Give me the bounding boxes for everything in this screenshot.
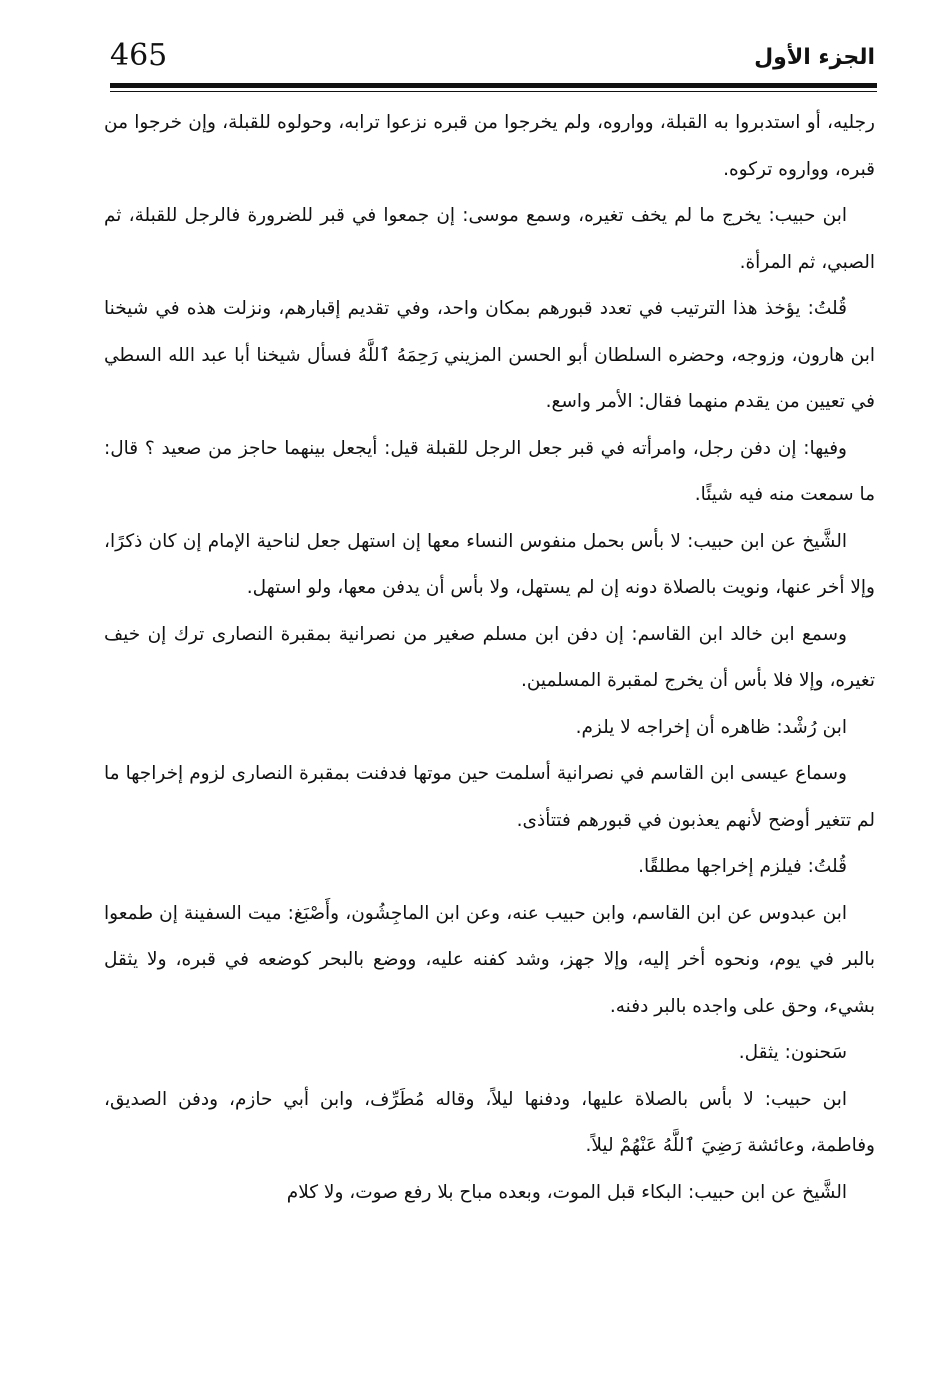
header-rule-thin <box>110 91 877 92</box>
paragraph: قُلتُ: فيلزم إخراجها مطلقًا. <box>638 856 847 877</box>
paragraph: ابن عبدوس عن ابن القاسم، وابن حبيب عنه، وعن ابن الماجِشُون، وأَصْبَغ: ميت السفينة إن طمعوا بالبر في يوم، ونحوه أخر إليه، وإلا جهز، وشد كفنه عليه، ووضع بالبحر كوضعه في قبره، ولا يثقل بشيء، وحق على واجده بالبر دفنه. <box>104 902 875 1017</box>
body-text <box>104 100 875 1216</box>
paragraph: وفيها: إن دفن رجل، وامرأته في قبر جعل الرجل للقبلة قيل: أيجعل بينهما حاجز من صعيد ؟ قال: ما سمعت منه فيه شيئًا. <box>104 437 875 505</box>
paragraph: وسمع ابن خالد ابن القاسم: إن دفن ابن مسلم صغير من نصرانية بمقبرة النصارى ترك إن خيف تغيره، وإلا فلا بأس أن يخرج لمقبرة المسلمين. <box>104 623 875 691</box>
paragraph: ابن حبيب: يخرج ما لم يخف تغيره، وسمع موسى: إن جمعوا في قبر للضرورة فالرجل للقبلة، ثم الصبي، ثم المرأة. <box>104 205 875 273</box>
paragraph: قُلتُ: يؤخذ هذا الترتيب في تعدد قبورهم بمكان واحد، وفي تقديم إقبارهم، ونزلت هذه في شيخنا ابن هارون، وزوجه، وحضره السلطان أبو الحسن المزيني رَحِمَهُ ٱللَّهُ فسأل شيخنا أبا عبد الله السطي في تعيين من يقدم منهما فقال: الأمر واسع. <box>104 298 875 412</box>
paragraph: سَحنون: يثقل. <box>738 1042 847 1063</box>
header-rule-thick <box>110 83 877 88</box>
paragraph: ابن حبيب: لا بأس بالصلاة عليها، ودفنها ليلاً، وقاله مُطَرِّف، وابن أبي حازم، ودفن الصديق، وفاطمة، وعائشة رَضِيَ ٱللَّهُ عَنْهُمْ ليلاً. <box>104 1088 875 1156</box>
paragraph: ابن رُشْد: ظاهره أن إخراجه لا يلزم. <box>575 716 847 738</box>
paragraph: وسماع عيسى ابن القاسم في نصرانية أسلمت حين موتها فدفنت بمقبرة النصارى لزوم إخراجها ما لم تتغير أوضح لأنهم يعذبون في قبورهم فتتأذى. <box>104 763 875 831</box>
page-number: 465 <box>110 38 168 73</box>
paragraph: الشَّيخ عن ابن حبيب: لا بأس بحمل منفوس النساء معها إن استهل جعل لناحية الإمام إن كان ذكرًا، وإلا أخر عنها، ونويت بالصلاة دونه إن لم يستهل، ولا بأس أن يدفن معها، ولو استهل. <box>104 530 875 598</box>
paragraph: رجليه، أو استدبروا به القبلة، وواروه، ولم يخرجوا من قبره نزعوا ترابه، وحولوه للقبلة، وإن خرجوا من قبره، وواروه تركوه. <box>104 112 875 180</box>
running-title: الجزء الأول <box>754 45 875 70</box>
paragraph: الشَّيخ عن ابن حبيب: البكاء قبل الموت، وبعده مباح بلا رفع صوت، ولا كلام <box>286 1181 847 1203</box>
page-header <box>110 36 875 80</box>
